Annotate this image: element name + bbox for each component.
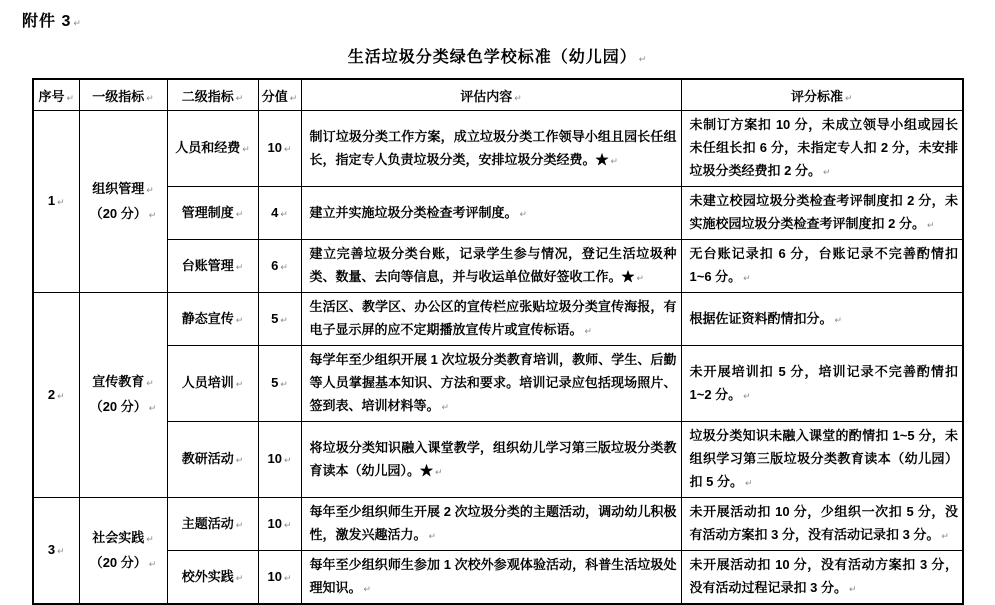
level1-indicator-score xyxy=(82,202,165,227)
cell-score xyxy=(258,422,301,498)
level1-indicator-score-text: （20 分） ↵ xyxy=(90,399,157,414)
cell-level2-indicator xyxy=(167,187,258,240)
level1-indicator-score-text: （20 分） ↵ xyxy=(90,206,157,221)
cell-scoring-standard xyxy=(681,422,963,498)
table-row xyxy=(33,551,963,605)
page-title-text: 生活垃圾分类绿色学校标准（幼儿园） ↵ xyxy=(348,49,648,66)
cell-evaluation-content xyxy=(301,187,681,240)
score-text: 10 ↵ xyxy=(267,140,291,155)
score-text: 10 ↵ xyxy=(267,516,291,531)
score-text: 10 ↵ xyxy=(267,569,291,584)
scoring-standard-text: 根据佐证资料酌情扣分。 ↵ xyxy=(690,311,843,326)
col-header-scoring-standard xyxy=(681,79,963,111)
level2-indicator-text: 静态宣传 ↵ xyxy=(182,311,244,326)
col-header-score-text: 分值 ↵ xyxy=(262,89,298,104)
cell-score xyxy=(258,498,301,551)
cell-score xyxy=(258,187,301,240)
col-header-standard-text: 评分标准 ↵ xyxy=(791,89,853,104)
scoring-standard-text: 未建立校园垃圾分类检查考评制度扣 2 分，未实施校园垃圾分类检查考评制度扣 2 分。 ↵ xyxy=(690,193,959,231)
evaluation-content-text: 每年至少组织师生开展 2 次垃圾分类的主题活动，调动幼儿积极性，激发兴趣活力。 ↵ xyxy=(310,504,677,542)
level1-indicator-score xyxy=(82,551,165,576)
level2-indicator-text: 教研活动 ↵ xyxy=(182,451,244,466)
cell-evaluation-content xyxy=(301,240,681,293)
cell-score xyxy=(258,293,301,346)
cell-score xyxy=(258,346,301,422)
table-row xyxy=(33,293,963,346)
cell-scoring-standard xyxy=(681,187,963,240)
cell-scoring-standard xyxy=(681,111,963,187)
cell-scoring-standard xyxy=(681,551,963,605)
table-row xyxy=(33,240,963,293)
col-header-level2-text: 二级指标 ↵ xyxy=(182,89,244,104)
table-row xyxy=(33,498,963,551)
level2-indicator-text: 人员和经费 ↵ xyxy=(175,140,250,155)
scoring-standard-text: 未开展活动扣 10 分，没有活动方案扣 3 分，没有活动过程记录扣 3 分。 ↵ xyxy=(690,557,959,595)
table-row xyxy=(33,111,963,187)
level1-indicator-name-text: 社会实践 ↵ xyxy=(92,530,154,545)
evaluation-content-text: 每学年至少组织开展 1 次垃圾分类教育培训，教师、学生、后勤等人员掌握基本知识、方法和要求。培训记录应包括现场照片、签到表、培训材料等。 ↵ xyxy=(310,352,677,413)
col-header-level1-indicator xyxy=(79,79,167,111)
cell-score xyxy=(258,551,301,605)
level1-indicator-name xyxy=(82,177,165,202)
cell-score xyxy=(258,111,301,187)
cell-evaluation-content xyxy=(301,111,681,187)
table-row xyxy=(33,422,963,498)
table-header-row xyxy=(33,79,963,111)
standards-table xyxy=(32,78,964,605)
col-header-serial-text: 序号 ↵ xyxy=(38,89,74,104)
serial-number-text: 3 ↵ xyxy=(48,542,65,557)
cell-level2-indicator xyxy=(167,346,258,422)
cell-scoring-standard xyxy=(681,293,963,346)
cell-level2-indicator xyxy=(167,293,258,346)
cell-evaluation-content xyxy=(301,422,681,498)
cell-level1-indicator xyxy=(79,293,167,498)
attachment-label xyxy=(22,8,82,31)
cell-serial-number xyxy=(33,111,79,293)
score-text: 5 ↵ xyxy=(271,311,288,326)
score-text: 4 ↵ xyxy=(271,205,288,220)
level1-indicator-score xyxy=(82,395,165,420)
scoring-standard-text: 无台账记录扣 6 分，台账记录不完善酌情扣 1~6 分。 ↵ xyxy=(690,246,959,284)
level1-indicator-name-text: 宣传教育 ↵ xyxy=(92,374,154,389)
col-header-level1-text: 一级指标 ↵ xyxy=(92,89,154,104)
score-text: 5 ↵ xyxy=(271,375,288,390)
cell-evaluation-content xyxy=(301,293,681,346)
attachment-label-text: 附件 3 ↵ xyxy=(22,13,82,30)
level1-indicator-score-text: （20 分） ↵ xyxy=(90,555,157,570)
scoring-standard-text: 未制订方案扣 10 分，未成立领导小组或园长未任组长扣 6 分，未指定专人扣 2 分，未安排垃圾分类经费扣 2 分。 ↵ xyxy=(690,117,959,178)
level2-indicator-text: 管理制度 ↵ xyxy=(182,205,244,220)
cell-level2-indicator xyxy=(167,240,258,293)
level2-indicator-text: 台账管理 ↵ xyxy=(182,258,244,273)
cell-serial-number xyxy=(33,498,79,605)
level1-indicator-name xyxy=(82,370,165,395)
scoring-standard-text: 未开展培训扣 5 分，培训记录不完善酌情扣 1~2 分。 ↵ xyxy=(690,364,959,402)
cell-level2-indicator xyxy=(167,422,258,498)
cell-scoring-standard xyxy=(681,240,963,293)
level1-indicator-name xyxy=(82,526,165,551)
col-header-score xyxy=(258,79,301,111)
serial-number-text: 2 ↵ xyxy=(48,387,65,402)
col-header-serial xyxy=(33,79,79,111)
table-row xyxy=(33,187,963,240)
level1-indicator-name-text: 组织管理 ↵ xyxy=(92,181,154,196)
cell-level2-indicator xyxy=(167,111,258,187)
scoring-standard-text: 未开展活动扣 10 分，少组织一次扣 5 分，没有活动方案扣 3 分，没有活动记录扣 3 分。 ↵ xyxy=(690,504,959,542)
cell-scoring-standard xyxy=(681,498,963,551)
score-text: 6 ↵ xyxy=(271,258,288,273)
evaluation-content-text: 生活区、教学区、办公区的宣传栏应张贴垃圾分类宣传海报，有电子显示屏的应不定期播放宣传片或宣传标语。 ↵ xyxy=(310,299,677,337)
evaluation-content-text: 将垃圾分类知识融入课堂教学，组织幼儿学习第三版垃圾分类教育读本（幼儿园）。★ ↵ xyxy=(310,440,677,478)
col-header-evaluation-content xyxy=(301,79,681,111)
score-text: 10 ↵ xyxy=(267,451,291,466)
col-header-level2-indicator xyxy=(167,79,258,111)
page-title xyxy=(0,44,995,67)
level2-indicator-text: 校外实践 ↵ xyxy=(182,569,244,584)
level2-indicator-text: 主题活动 ↵ xyxy=(182,516,244,531)
cell-evaluation-content xyxy=(301,346,681,422)
cell-evaluation-content xyxy=(301,551,681,605)
cell-serial-number xyxy=(33,293,79,498)
cell-level1-indicator xyxy=(79,111,167,293)
evaluation-content-text: 制订垃圾分类工作方案，成立垃圾分类工作领导小组且园长任组长，指定专人负责垃圾分类，安排垃圾分类经费。★ ↵ xyxy=(310,129,677,167)
scoring-standard-text: 垃圾分类知识未融入课堂的酌情扣 1~5 分，未组织学习第三版垃圾分类教育读本（幼儿园）扣 5 分。 ↵ xyxy=(690,428,959,489)
evaluation-content-text: 建立完善垃圾分类台账，记录学生参与情况，登记生活垃圾种类、数量、去向等信息，并与收运单位做好签收工作。★ ↵ xyxy=(310,246,677,284)
cell-level1-indicator xyxy=(79,498,167,605)
serial-number-text: 1 ↵ xyxy=(48,193,65,208)
cell-level2-indicator xyxy=(167,551,258,605)
cell-evaluation-content xyxy=(301,498,681,551)
evaluation-content-text: 建立并实施垃圾分类检查考评制度。 ↵ xyxy=(310,205,528,220)
col-header-content-text: 评估内容 ↵ xyxy=(460,89,522,104)
cell-scoring-standard xyxy=(681,346,963,422)
cell-score xyxy=(258,240,301,293)
level2-indicator-text: 人员培训 ↵ xyxy=(182,375,244,390)
evaluation-content-text: 每年至少组织师生参加 1 次校外参观体验活动，科普生活垃圾处理知识。 ↵ xyxy=(310,557,677,595)
cell-level2-indicator xyxy=(167,498,258,551)
table-row xyxy=(33,346,963,422)
